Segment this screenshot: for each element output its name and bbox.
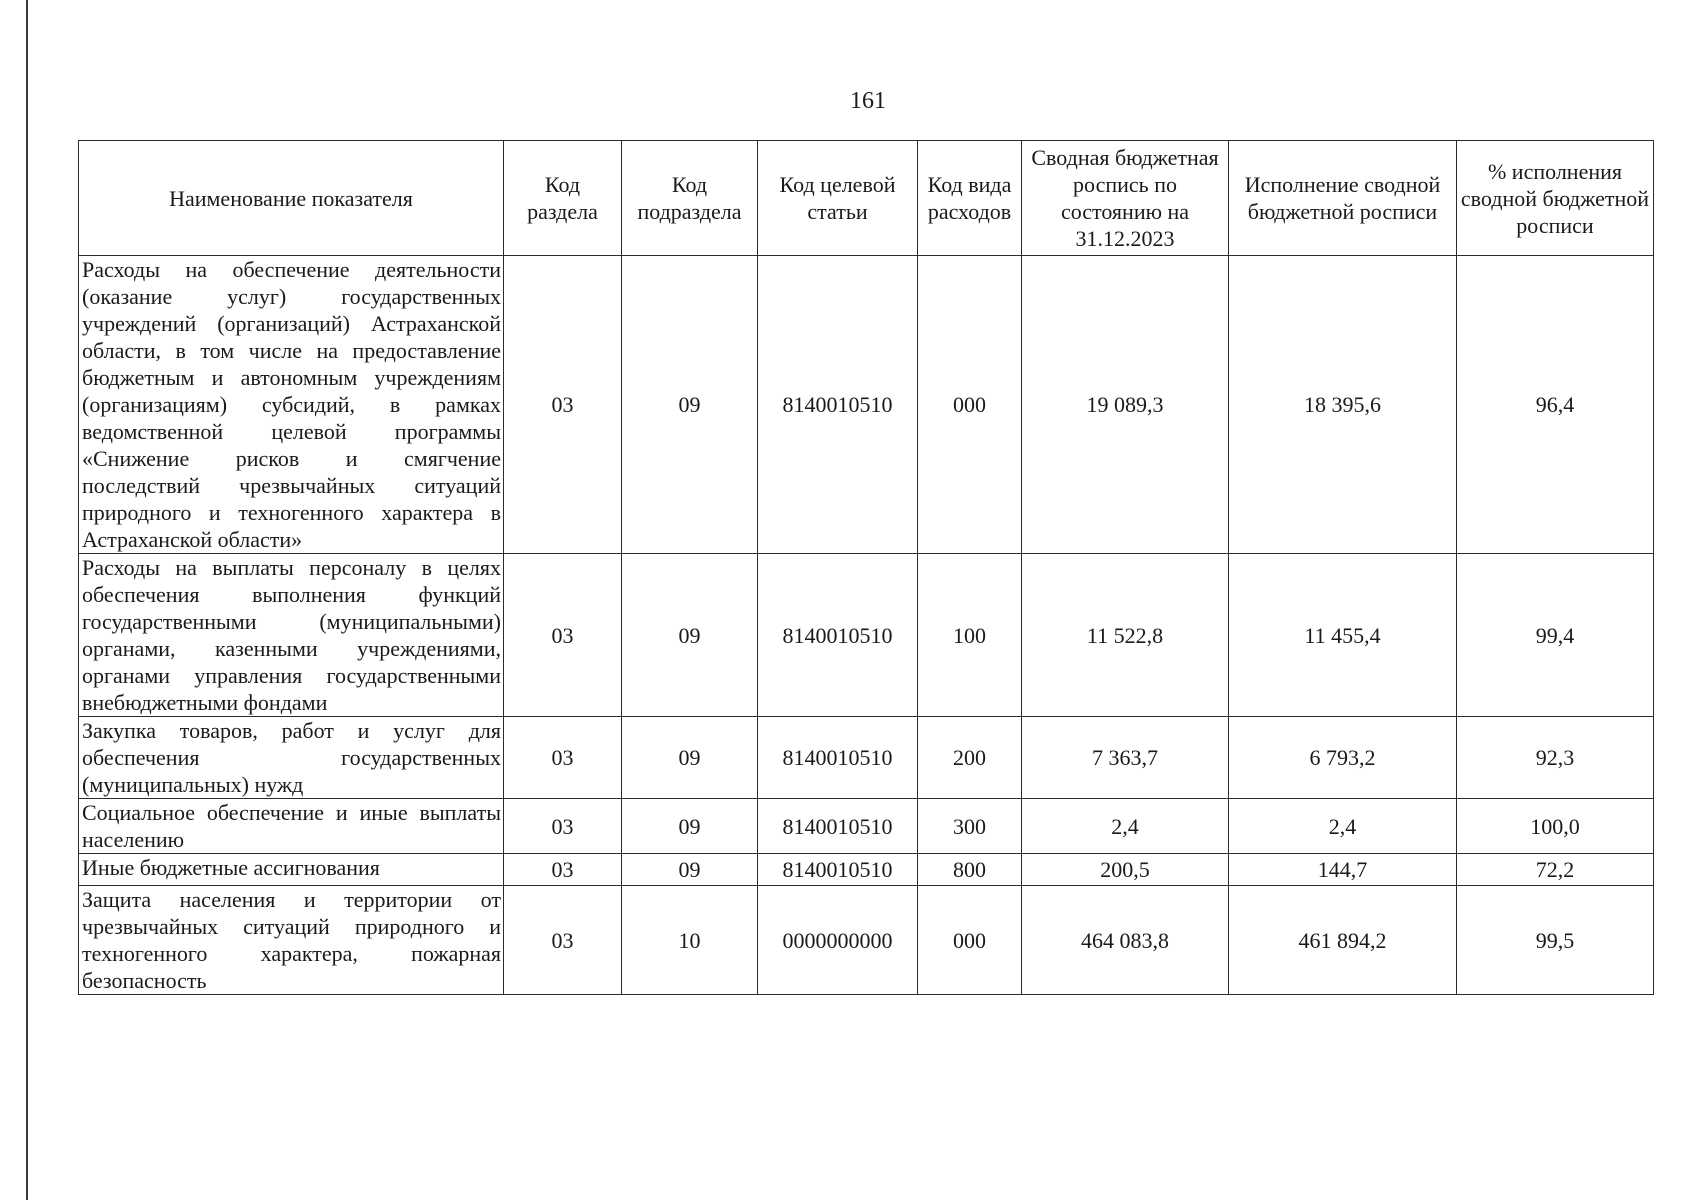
row-execution: 18 395,6 — [1229, 256, 1457, 554]
row-percent: 92,3 — [1457, 717, 1654, 799]
row-expense-type-code: 800 — [918, 854, 1022, 886]
row-target-code: 8140010510 — [758, 717, 918, 799]
table-header-row — [79, 141, 1654, 256]
row-target-code: 8140010510 — [758, 799, 918, 854]
row-budget: 2,4 — [1022, 799, 1229, 854]
row-subsection-code: 09 — [622, 554, 758, 717]
row-budget: 464 083,8 — [1022, 886, 1229, 995]
row-target-code: 8140010510 — [758, 256, 918, 554]
row-name: Социальное обеспечение и иные выплаты населению — [79, 799, 504, 854]
row-subsection-code: 09 — [622, 256, 758, 554]
row-percent: 99,5 — [1457, 886, 1654, 995]
header-execution: Исполнение сводной бюджетной росписи — [1229, 141, 1457, 256]
row-expense-type-code: 200 — [918, 717, 1022, 799]
row-expense-type-code: 100 — [918, 554, 1022, 717]
row-execution: 6 793,2 — [1229, 717, 1457, 799]
row-section-code: 03 — [504, 256, 622, 554]
header-execution-percent: % исполнения сводной бюджетной росписи — [1457, 141, 1654, 256]
row-name: Иные бюджетные ассигнования — [79, 854, 504, 886]
row-budget: 11 522,8 — [1022, 554, 1229, 717]
row-budget: 19 089,3 — [1022, 256, 1229, 554]
row-execution: 11 455,4 — [1229, 554, 1457, 717]
budget-execution-table — [78, 140, 1654, 995]
row-name: Защита населения и территории от чрезвычайных ситуаций природного и техногенного характера, пожарная безопасность — [79, 886, 504, 995]
row-name: Расходы на выплаты персоналу в целях обеспечения выполнения функций государственными (муниципальными) органами, казенными учреждениями, органами управления государственными внебюджетными фондами — [79, 554, 504, 717]
table-row — [79, 256, 1654, 554]
header-section-code: Код раздела — [504, 141, 622, 256]
table-row — [79, 886, 1654, 995]
row-name: Закупка товаров, работ и услуг для обеспечения государственных (муниципальных) нужд — [79, 717, 504, 799]
table-row — [79, 799, 1654, 854]
row-expense-type-code: 000 — [918, 256, 1022, 554]
row-section-code: 03 — [504, 854, 622, 886]
header-name: Наименование показателя — [79, 141, 504, 256]
row-budget: 200,5 — [1022, 854, 1229, 886]
row-target-code: 8140010510 — [758, 554, 918, 717]
row-execution: 2,4 — [1229, 799, 1457, 854]
page-number: 161 — [850, 88, 886, 114]
row-percent: 99,4 — [1457, 554, 1654, 717]
header-budget-list: Сводная бюджетная роспись по состоянию на 31.12.2023 — [1022, 141, 1229, 256]
row-percent: 72,2 — [1457, 854, 1654, 886]
scan-edge-line — [26, 0, 28, 1200]
row-subsection-code: 10 — [622, 886, 758, 995]
table-row — [79, 717, 1654, 799]
row-subsection-code: 09 — [622, 799, 758, 854]
row-section-code: 03 — [504, 886, 622, 995]
row-expense-type-code: 300 — [918, 799, 1022, 854]
row-target-code: 0000000000 — [758, 886, 918, 995]
row-section-code: 03 — [504, 799, 622, 854]
row-subsection-code: 09 — [622, 717, 758, 799]
row-subsection-code: 09 — [622, 854, 758, 886]
row-section-code: 03 — [504, 717, 622, 799]
row-percent: 100,0 — [1457, 799, 1654, 854]
row-execution: 144,7 — [1229, 854, 1457, 886]
row-target-code: 8140010510 — [758, 854, 918, 886]
header-expense-type-code: Код вида расходов — [918, 141, 1022, 256]
table-row — [79, 854, 1654, 886]
row-execution: 461 894,2 — [1229, 886, 1457, 995]
row-name: Расходы на обеспечение деятельности (оказание услуг) государственных учреждений (организаций) Астраханской области, в том числе на предоставление бюджетным и автономным учреждениям (организациям) субсидий, в рамках ведомственной целевой программы «Снижение рисков и смягчение последствий чрезвычайных ситуаций природного и техногенного характера в Астраханской области» — [79, 256, 504, 554]
header-target-code: Код целевой статьи — [758, 141, 918, 256]
row-section-code: 03 — [504, 554, 622, 717]
row-expense-type-code: 000 — [918, 886, 1022, 995]
table-row — [79, 554, 1654, 717]
header-subsection-code: Код подраздела — [622, 141, 758, 256]
row-percent: 96,4 — [1457, 256, 1654, 554]
row-budget: 7 363,7 — [1022, 717, 1229, 799]
